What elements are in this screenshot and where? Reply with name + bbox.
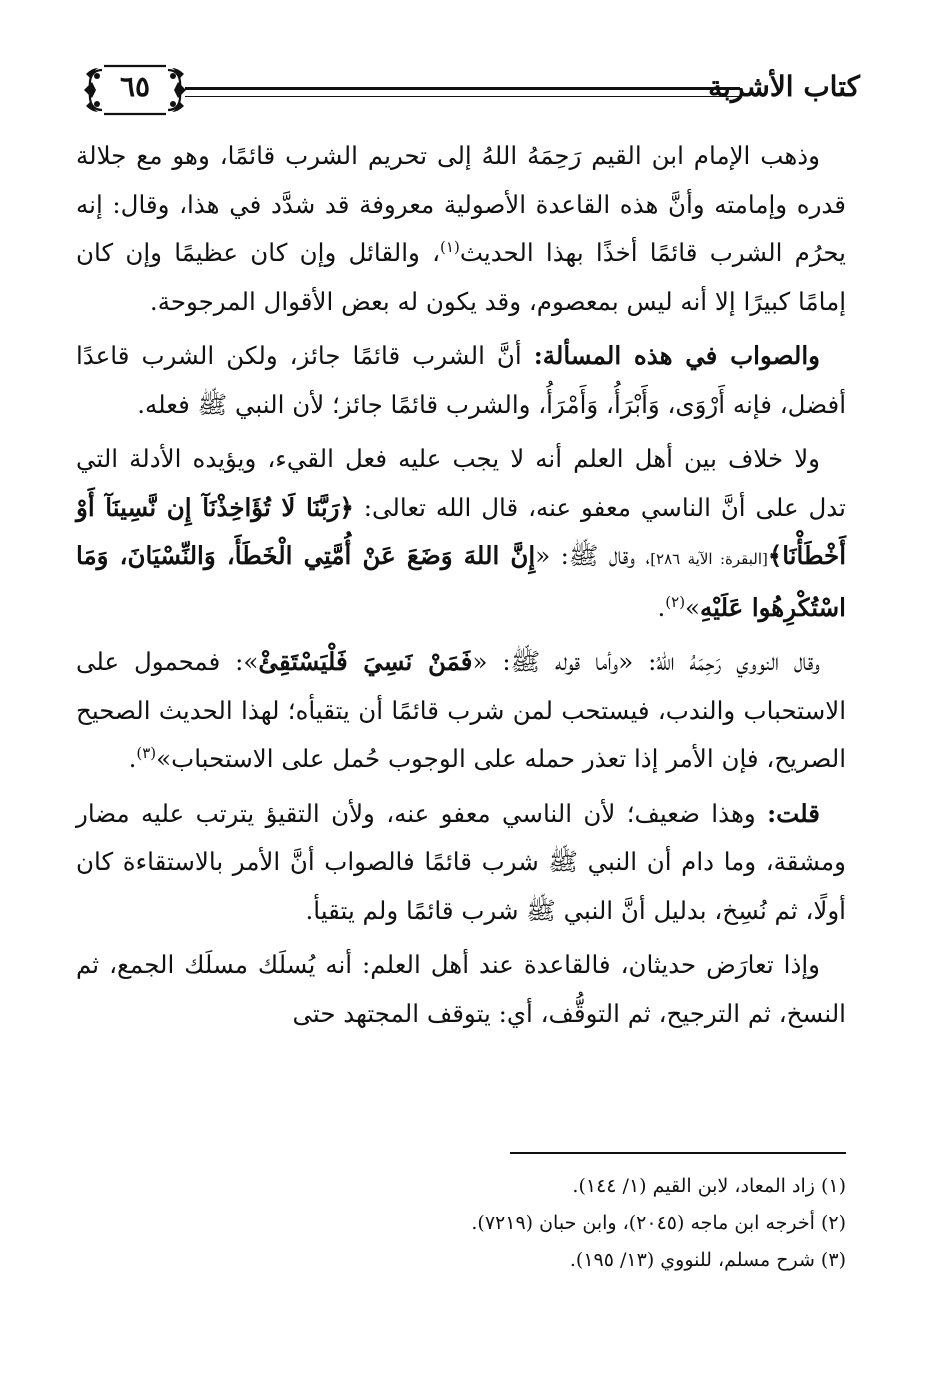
- paragraph-text: ، والقائل وإن كان عظيمًا وإن كان إمامًا كبيرًا إلا أنه ليس بمعصوم، وقد يكون له بعض الأقوال المرجوحة.: [76, 238, 846, 316]
- main-text: [76, 132, 846, 1038]
- paragraph-text: »: فمحمول على الاستحباب والندب، فيستحب لمن شرب قائمًا أن يتقيأه؛ لهذا الحديث الصحيح الصريح، فإن الأمر إذا تعذر حمله على الوجوب حُمل على الاستحباب»: [76, 647, 846, 773]
- quran-verse: ﴿رَبَّنَا لَا تُؤَاخِذْنَآ إِن نَّسِينَآ أَوْ أَخْطَأْنَا﴾: [76, 492, 847, 570]
- page-number: ٦٥: [119, 70, 151, 103]
- paragraph-correct-view: [76, 332, 846, 429]
- paragraph-text: أنَّ الشرب قائمًا جائز، ولكن الشرب قاعدًا أفضل، فإنه أَرْوَى، وَأَبْرَأُ، وَأَمْرَأُ، والشرب قائمًا جائز؛ لأن النبي ﷺ فعله.: [76, 341, 846, 419]
- paragraph-text: »: [685, 592, 701, 622]
- paragraph-text: وهذا ضعيف؛ لأن الناسي معفو عنه، ولأن التقيؤ يترتب عليه مضار ومشقة، وما دام أن النبي ﷺ شرب قائمًا فالصواب أنَّ الأمر بالاستقاءة كان أولًا، ثم نُسِخ، بدليل أنَّ النبي ﷺ شرب قائمًا ولم يتقيأ.: [76, 798, 846, 925]
- footnote-1: (١) زاد المعاد، لابن القيم (١/ ١٤٤).: [572, 1175, 846, 1197]
- page-number-ornament: [80, 62, 190, 118]
- footnote-ref-2[interactable]: (٢): [665, 592, 686, 611]
- footnote-2: (٢) أخرجه ابن ماجه (٢٠٤٥)، وابن حبان (٧٢١٩).: [471, 1212, 846, 1234]
- footnote-ref-3[interactable]: (٣): [136, 743, 157, 762]
- paragraph-author-comment: [76, 790, 846, 936]
- header-rule: [185, 87, 740, 97]
- paragraph-text: .: [657, 592, 666, 622]
- paragraph-text: ولا خلاف بين أهل العلم أنه لا يجب عليه فعل القيء، ويؤيده الأدلة التي تدل على أنَّ الناسي معفو عنه، قال الله تعالى:: [76, 444, 846, 522]
- footnote-3: (٣) شرح مسلم، للنووي (١٣/ ١٩٥).: [569, 1249, 846, 1271]
- paragraph-ibn-qayyim: [76, 132, 846, 326]
- footnote-separator: [510, 1152, 846, 1154]
- paragraph-conflicting-hadith: [76, 941, 846, 1038]
- bold-heading: والصواب في هذه المسألة:: [533, 341, 820, 370]
- footnote-ref-1[interactable]: (١): [440, 237, 460, 256]
- footnotes: [300, 1168, 846, 1279]
- verse-reference: [البقرة: الآية ٢٨٦]: [650, 550, 768, 568]
- paragraph-text: ، وقال ﷺ: «: [535, 541, 651, 570]
- paragraph-text: وإذا تعارَض حديثان، فالقاعدة عند أهل العلم: أنه يُسلَك مسلَك الجمع، ثم النسخ، ثم الترجيح، ثم التوقُّف، أي: يتوقف المجتهد حتى: [76, 950, 846, 1028]
- hadith-text: إِنَّ اللهَ وَضَعَ عَنْ أُمَّتِي الْخَطَأَ، وَالنِّسْيَانَ، وَمَا اسْتُكْرِهُوا عَلَيْهِ: [76, 541, 846, 622]
- paragraph-nawawi: [76, 638, 846, 784]
- paragraph-text: وقال النووي رَحِمَهُ اللهُ: «وأما قوله ﷺ: «: [472, 647, 820, 676]
- bold-heading: قلت:: [767, 798, 820, 828]
- paragraph-text: .: [128, 744, 137, 773]
- paragraph-no-disagreement: [76, 435, 846, 632]
- hadith-text: فَمَنْ نَسِيَ فَلْيَسْتَقِئْ: [258, 647, 473, 676]
- page-header: [80, 58, 860, 118]
- paragraph-text: وذهب الإمام ابن القيم رَحِمَهُ اللهُ إلى تحريم الشرب قائمًا، وهو مع جلالة قدره وإمامته وأنَّ هذه القاعدة الأصولية معروفة قد شدَّد في هذا، وقال: إنه يحرُم الشرب قائمًا أخذًا بهذا الحديث: [76, 141, 846, 267]
- book-title: كتاب الأشربة: [708, 70, 860, 103]
